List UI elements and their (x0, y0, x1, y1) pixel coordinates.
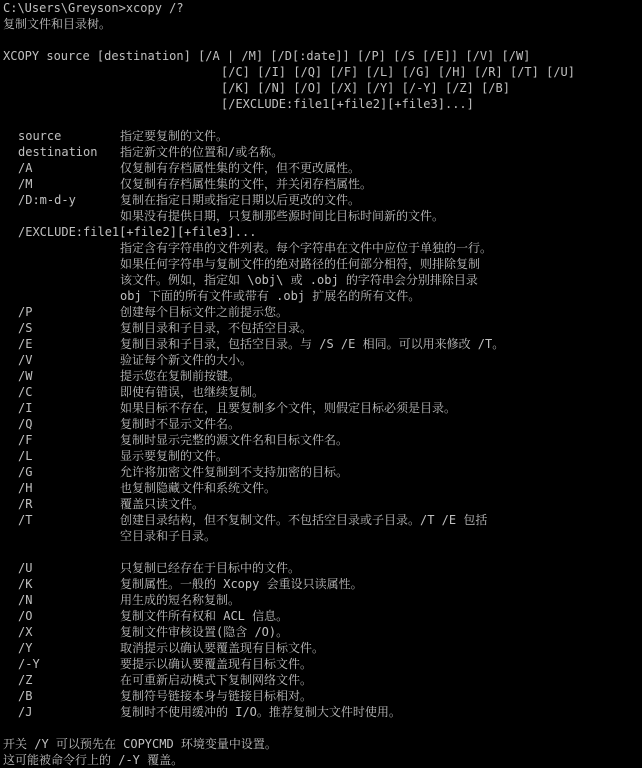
option-description-continued: 如果没有提供日期，只复制那些源时间比目标时间新的文件。 (120, 209, 445, 223)
option-row (3, 384, 642, 400)
option-row (3, 656, 642, 672)
option-switch: /S (18, 321, 33, 335)
option-switch: /P (18, 305, 33, 319)
option-switch: /B (18, 689, 33, 703)
option-switch: /C (18, 385, 33, 399)
option-description: 复制文件审核设置(隐含 /O)。 (120, 625, 289, 639)
option-row (3, 320, 642, 336)
option-switch: /H (18, 481, 33, 495)
option-row (3, 352, 642, 368)
option-description: 提示您在复制前按键。 (120, 369, 241, 383)
footer-line: 这可能被命令行上的 /-Y 覆盖。 (3, 753, 184, 767)
option-row (3, 192, 642, 208)
option-row (3, 416, 642, 432)
option-switch: /X (18, 625, 33, 639)
footer-line: 开关 /Y 可以预先在 COPYCMD 环境变量中设置。 (3, 737, 277, 751)
option-description: 复制目录和子目录，包括空目录。与 /S /E 相同。可以用来修改 /T。 (120, 337, 505, 351)
option-description: 复制文件所有权和 ACL 信息。 (120, 609, 289, 623)
option-row (3, 608, 642, 624)
option-description: 复制时不显示文件名。 (120, 417, 241, 431)
option-description: 复制符号链接本身与链接目标相对。 (120, 689, 313, 703)
option-switch: /N (18, 593, 33, 607)
option-description: 复制时显示完整的源文件名和目标文件名。 (120, 433, 349, 447)
option-switch: /-Y (18, 657, 40, 671)
option-description-continued: 如果任何字符串与复制文件的绝对路径的任何部分相符，则排除复制 (120, 257, 481, 271)
option-description: 复制目录和子目录，不包括空目录。 (120, 321, 313, 335)
syntax-line: [/K] [/N] [/O] [/X] [/Y] [/-Y] [/Z] [/B] (221, 81, 510, 95)
option-description: 仅复制有存档属性集的文件，但不更改属性。 (120, 161, 361, 175)
option-switch: source (18, 129, 62, 143)
option-description: 即使有错误，也继续复制。 (120, 385, 265, 399)
blank-line (3, 32, 642, 48)
option-row (3, 176, 642, 192)
option-row (3, 368, 642, 384)
option-row (3, 160, 642, 176)
option-row (3, 512, 642, 528)
option-switch: /O (18, 609, 33, 623)
option-switch: destination (18, 145, 98, 159)
option-row (3, 464, 642, 480)
option-row (3, 592, 642, 608)
option-description: 如果目标不存在，且要复制多个文件，则假定目标必须是目录。 (120, 401, 457, 415)
options-list (3, 128, 642, 208)
option-description-continued: obj 下面的所有文件或带有 .obj 扩展名的所有文件。 (120, 289, 421, 303)
option-switch: /R (18, 497, 33, 511)
option-description: 覆盖只读文件。 (120, 497, 205, 511)
option-row (3, 336, 642, 352)
option-exclude: /EXCLUDE:file1[+file2][+file3]... (18, 225, 257, 239)
option-description: 创建目录结构，但不复制文件。不包括空目录或子目录。/T /E 包括 (120, 513, 488, 527)
option-description: 允许将加密文件复制到不支持加密的目标。 (120, 465, 349, 479)
option-description: 也复制隐藏文件和系统文件。 (120, 481, 277, 495)
option-switch: /I (18, 401, 33, 415)
option-switch: /T (18, 513, 33, 527)
syntax-line: XCOPY source [destination] [/A | /M] [/D[:date]] [/P] [/S [/E]] [/V] [/W] (3, 49, 531, 63)
option-row (3, 448, 642, 464)
option-switch: /Z (18, 673, 33, 687)
option-switch: /K (18, 577, 33, 591)
option-switch: /L (18, 449, 33, 463)
option-row (3, 400, 642, 416)
option-row (3, 560, 642, 576)
command-line: C:\Users\Greyson>xcopy /? (3, 1, 184, 15)
syntax-line: [/C] [/I] [/Q] [/F] [/L] [/G] [/H] [/R] [/T] [/U] (221, 65, 576, 79)
option-row (3, 496, 642, 512)
options-list (3, 560, 642, 720)
option-switch: /W (18, 369, 33, 383)
option-switch: /J (18, 705, 33, 719)
option-switch: /Q (18, 417, 33, 431)
option-row (3, 128, 642, 144)
option-row (3, 144, 642, 160)
option-row (3, 640, 642, 656)
option-description: 复制属性。一般的 Xcopy 会重设只读属性。 (120, 577, 363, 591)
blank-line (3, 544, 642, 560)
option-row (3, 672, 642, 688)
option-row (3, 480, 642, 496)
option-switch: /E (18, 337, 33, 351)
option-description: 验证每个新文件的大小。 (120, 353, 253, 367)
option-description: 显示要复制的文件。 (120, 449, 229, 463)
option-row (3, 304, 642, 320)
option-description: 指定新文件的位置和/或名称。 (120, 145, 284, 159)
option-switch: /D:m-d-y (18, 193, 76, 207)
option-row (3, 576, 642, 592)
option-description: 指定含有字符串的文件列表。每个字符串在文件中应位于单独的一行。 (120, 241, 493, 255)
option-switch: /M (18, 177, 33, 191)
option-row (3, 432, 642, 448)
option-description: 创建每个目标文件之前提示您。 (120, 305, 289, 319)
option-description: 取消提示以确认要覆盖现有目标文件。 (120, 641, 325, 655)
option-row (3, 688, 642, 704)
blank-line (3, 112, 642, 128)
option-switch: /Y (18, 641, 33, 655)
summary-line: 复制文件和目录树。 (3, 17, 112, 31)
option-description: 复制时不使用缓冲的 I/O。推荐复制大文件时使用。 (120, 705, 401, 719)
blank-line (3, 720, 642, 736)
option-row (3, 624, 642, 640)
option-switch: /G (18, 465, 33, 479)
option-description-continued: 该文件。例如，指定如 \obj\ 或 .obj 的字符串会分别排除目录 (120, 273, 478, 287)
option-description: 要提示以确认要覆盖现有目标文件。 (120, 657, 313, 671)
option-description: 用生成的短名称复制。 (120, 593, 241, 607)
option-switch: /F (18, 433, 33, 447)
option-switch: /U (18, 561, 33, 575)
option-description: 在可重新启动模式下复制网络文件。 (120, 673, 313, 687)
option-switch: /V (18, 353, 33, 367)
option-description: 指定要复制的文件。 (120, 129, 229, 143)
option-description: 复制在指定日期或指定日期以后更改的文件。 (120, 193, 361, 207)
syntax-line: [/EXCLUDE:file1[+file2][+file3]...] (221, 97, 474, 111)
option-description-continued: 空目录和子目录。 (120, 529, 217, 543)
options-list (3, 304, 642, 512)
option-description: 只复制已经存在于目标中的文件。 (120, 561, 301, 575)
option-description: 仅复制有存档属性集的文件，并关闭存档属性。 (120, 177, 373, 191)
option-switch: /A (18, 161, 33, 175)
option-row (3, 704, 642, 720)
